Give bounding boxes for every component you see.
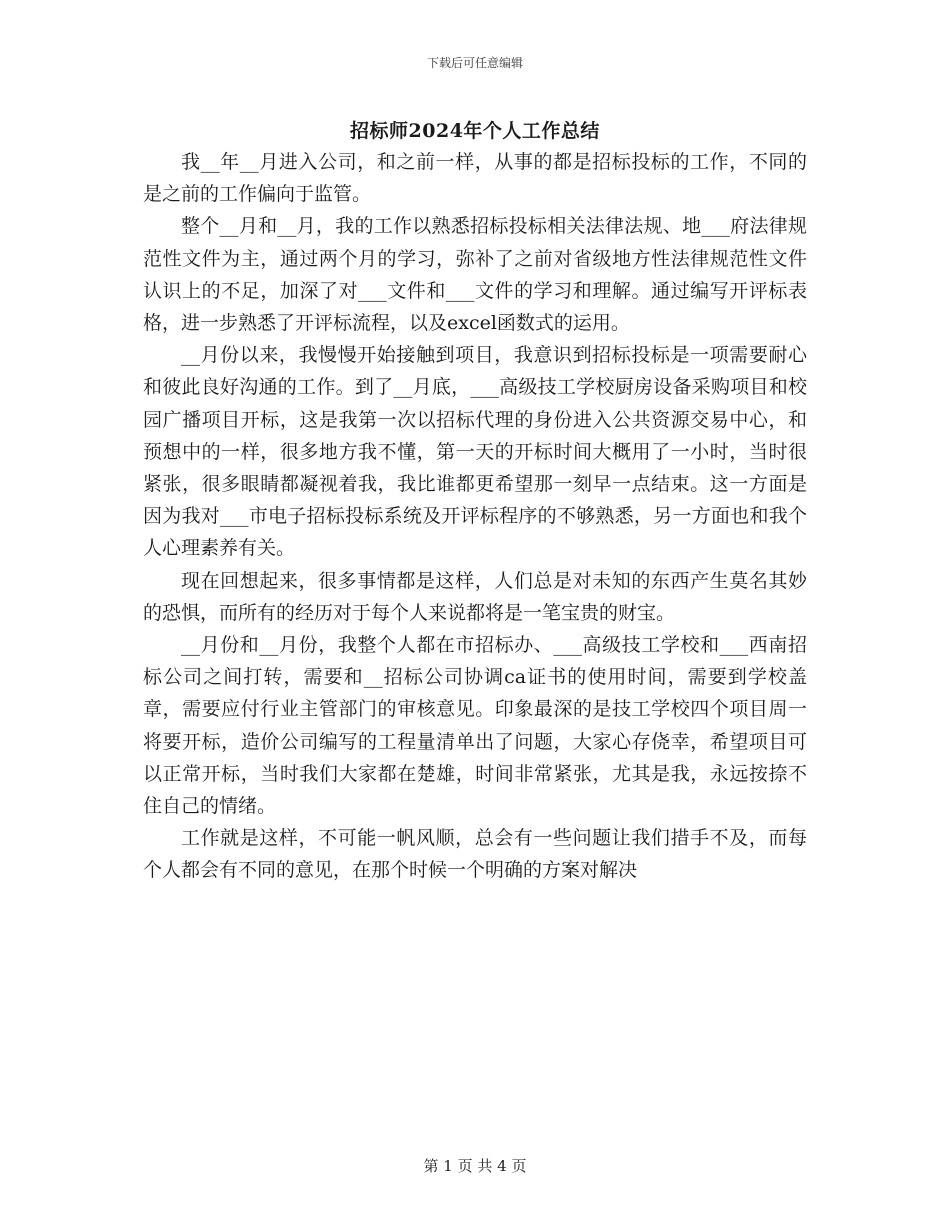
paragraph: 整个__月和__月，我的工作以熟悉招标投标相关法律法规、地___府法律规范性文件为主，通过两个月的学习，弥补了之前对省级地方性法律规范性文件认识上的不足，加深了对___文件和___文件的学习和理解。通过编写开评标表格，进一步熟悉了开评标流程，以及excel函数式的运用。 bbox=[143, 215, 807, 335]
paragraph: 工作就是这样，不可能一帆风顺，总会有一些问题让我们措手不及，而每个人都会有不同的意见，在那个时候一个明确的方案对解决 bbox=[143, 827, 807, 882]
paragraph: __月份以来，我慢慢开始接触到项目，我意识到招标投标是一项需要耐心和彼此良好沟通的工作。到了__月底，___高级技工学校厨房设备采购项目和校园广播项目开标，这是我第一次以招标代理的身份进入公共资源交易中心，和预想中的一样，很多地方我不懂，第一天的开标时间大概用了一小时，当时很紧张，很多眼睛都凝视着我，我比谁都更希望那一刻早一点结束。这一方面是因为我对___市电子招标投标系统及开评标程序的不够熟悉，另一方面也和我个人心理素养有关。 bbox=[143, 344, 807, 560]
paragraph: 现在回想起来，很多事情都是这样，人们总是对未知的东西产生莫名其妙的恐惧，而所有的经历对于每个人来说都将是一笔宝贵的财宝。 bbox=[143, 569, 807, 624]
paragraph: 我__年__月进入公司，和之前一样，从事的都是招标投标的工作，不同的是之前的工作偏向于监管。 bbox=[143, 151, 807, 206]
paragraph: __月份和__月份，我整个人都在市招标办、___高级技工学校和___西南招标公司之间打转，需要和__招标公司协调ca证书的使用时间，需要到学校盖章，需要应付行业主管部门的审核意见。印象最深的是技工学校四个项目周一将要开标，造价公司编写的工程量清单出了问题，大家心存侥幸，希望项目可以正常开标，当时我们大家都在楚雄，时间非常紧张，尤其是我，永远按捺不住自己的情绪。 bbox=[143, 634, 807, 818]
page-footer: 第 1 页 共 4 页 bbox=[423, 1157, 527, 1175]
document-body bbox=[143, 146, 807, 887]
page-header: 下载后可任意编辑 bbox=[426, 56, 523, 70]
document-title: 招标师2024年个人工作总结 bbox=[350, 120, 600, 142]
